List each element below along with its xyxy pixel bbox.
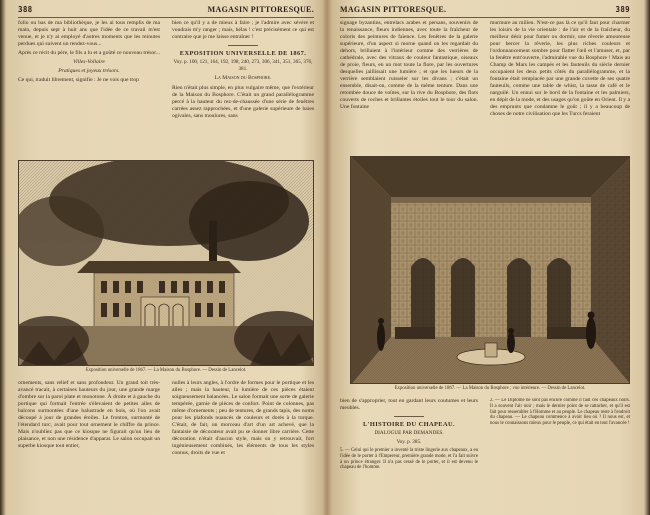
signature: Villes-Vollaire	[73, 59, 105, 65]
section-heading: La Maison du Bosphore.	[214, 75, 272, 81]
article-subtitle: DIALOGUE PAR DEMANDES.	[374, 430, 444, 436]
paragraph: 2. — Le Diplôme ne sont pas encore comme il faut ces chapeaux noirs. Il a souvent l'air noir ; mais le dernier point de se rattacher, et qu'il est fait pour ressembler à l'Homme et au peuple. Le chapeau reste à l'endroit du chapeau. — Le chapeau commence à avoir lieu où ? Il nous est, et nous le connaissons mieux pour le peuple, ce qui était en tout l'avancée !	[490, 398, 630, 427]
text-column-1	[340, 20, 478, 152]
magazine-title: MAGASIN PITTORESQUE.	[207, 5, 314, 14]
text-column-3	[340, 398, 478, 514]
paragraph: Ce qui, traduit librement, signifie : Je ne vois que trop	[18, 77, 139, 83]
engraving-caption: Exposition universelle de 1867. — La Maison du Bosphore ; vue intérieure. — Dessin de Lancelot.	[394, 386, 586, 391]
page-number: 389	[615, 5, 630, 14]
article-reference: Voy. p. 385.	[396, 439, 422, 445]
left-page	[18, 0, 314, 515]
paragraph: folio ou bas de ma bibliothèque, je les ai tous remplis de ma main, depuis sept à huit ans que l'idée de ce travail m'est venue, et je n'y ai employé d'autres moments que les minutes perdues qui suivent un rendez-vous...	[18, 20, 160, 47]
right-page	[340, 0, 630, 515]
engraving-caption: Exposition universelle de 1867. — La Maison du Bosphore. — Dessin de Lancelot.	[85, 368, 247, 373]
running-header	[340, 4, 630, 18]
article-title: L'HISTOIRE DU CHAPEAU.	[363, 421, 455, 428]
text-column-4	[490, 398, 630, 514]
paragraph: 5. — Celui qui le premier a inventé la triste lingerie aux chapeaux, a eu l'idée de le porter à l'Empereur, première grande mode, et l'a fait suivre à un prince étranger. Il n'a pas cessé de le porter, et il est devenu le chapeau de l'homme.	[340, 448, 478, 471]
section-title: EXPOSITION UNIVERSELLE DE 1867.	[179, 50, 307, 57]
paragraph: murmure au milieu. N'est-ce pas là ce qu'il faut pour charmer les loisirs de la vie orientale : de l'air et de la fraîcheur, du meilleur désir pour fumer ou dormir, une rêverie amoureuse pour bercer la rêverie, les plus riches couleurs et l'ordonnancement sombre pour flatter l'œil et l'amuser, et, par la fenêtre entr'ouverte, l'admirable vue du Bosphore ! Mais au Champ de Mars les campés et les fauteuils du siècle dernier occupaient les deux petits côtés du parallélogramme, et la fontaine était remplacée par une grande cuvette de ses quatre fauteuils, comme une table de whist, la tasse de café et le narguilé. Un ennui sur le bord de la fontaine et les palmiers, en dépit de la mode, et des usages qu'on goûte en Orient. Il y a des emprunts que condamne le goût ; il y a beaucoup de choses de notre civilisation que les Turcs feraient	[490, 20, 630, 117]
section-references: Voy. p. 100, 121, 164, 192, 198, 240, 273, 306, 341, 351, 365, 376, 381.	[173, 59, 313, 72]
paragraph: signage byzantins, entrelacs arabes et persans, souvenirs de la renaissance, fleurs indiennes, avec toute la fraîcheur de coloris des peintures de faïence. Les fenêtres de la galerie supérieure, d'un aspect si morne quand on les regardait du dehors, brillaient à l'intérieur comme des verrières de cathédrale, avec des vitraux de couleur fantastique, oiseaux de proie, fleurs, en un mot toute la flore, par les ouvertures desquelles jaillissait une lumière ; et que les lueurs de la verrière semblaient ruisseler sur les divans ; c'était un ensemble, disait-on, comme de la même tenture. Dans une retombée douce de voûtes, sur la rive du Bosphore, des flots couverts de roches et brillantes étoiles tout le tour du salon. Une fontaine	[340, 20, 478, 110]
engraving-interior	[350, 156, 630, 384]
bosphorus-house-interior-illustration	[351, 157, 630, 384]
running-header	[18, 4, 314, 18]
text-column-1	[18, 20, 160, 156]
paragraph: Rien n'était plus simple, en plus vulgaire même, que l'extérieur de la Maison du Bosphore. C'était un grand parallélogramme percé à la hauteur du rez-de-chaussée d'une série de fenêtres carrées assez rapprochées, et d'une galerie supérieure de baies ogivales, sans moulures, sans	[172, 85, 314, 119]
paragraph: nulles à leurs angles, à l'ordre de formes pour le portique et les ailes ; mais la hauteur, la lumière de ces pièces étaient soigneusement balancées. Le salon formait une sorte de galerie tempérée, garnie de pièces de confort. Point de colonnes, pas même d'ornements ; peu de tentures, de grands tapis, des noms pour les plafonds nuancés de couleurs et dorés à la turque. C'était, de fait, un morceau d'art d'un art achevé, que la fantaisie de décorateur avait pu se donner libre carrière. Cette décoration n'était d'aucun style, mais on y retrouvait, fort ingénieusement combinés, les éléments de tous les styles connus, droits de vue et	[172, 380, 314, 456]
paragraph: bien ce qu'il y a de mieux à faire ; je l'admire avec sévère et voudrais m'y ranger ; mais, hélas ! c'est précisément ce qui est contraire que je me laisse entraîner !	[172, 20, 314, 40]
engraving-exterior	[18, 160, 314, 366]
text-column-2	[172, 20, 314, 156]
magazine-title: MAGASIN PITTORESQUE.	[340, 5, 447, 14]
divider	[228, 45, 258, 46]
signature: Pratiques et joyeux trésors.	[58, 68, 120, 74]
text-column-3	[18, 380, 160, 512]
paragraph: Après ce récit du père, le fils a lu et a goûté ce nouveau trésor...	[18, 50, 160, 56]
page-number: 388	[18, 5, 33, 14]
paragraph: ornements, sans relief et sans profondeur. Un grand toit très-avancé tracait, à certaines hauteurs du jour, une grande marge d'ombre sur la paroi plate et monotone. À droite et à gauche du portique qui formait l'entrée s'élevaient de petites ailes de balcons surmontées d'une balustrade en bois, où l'on avait découpé à jour de grandes étoiles. Le fronton, surmonté de l'étendard turc, avait pour tout ornement le chiffre du prince. Mais n'oubliez pas que ce kiosque ne figurait qu'un lieu de plaisance, et non une résidence d'apparat. Le salon occupait un superbe kiosque tout entier,	[18, 380, 160, 449]
divider	[394, 416, 424, 417]
bosphorus-house-exterior-illustration	[19, 161, 314, 366]
text-column-4	[172, 380, 314, 512]
paragraph: bien de s'approprier, tout en gardant leurs coutumes et leurs meubles.	[340, 398, 478, 411]
text-column-2	[490, 20, 630, 152]
